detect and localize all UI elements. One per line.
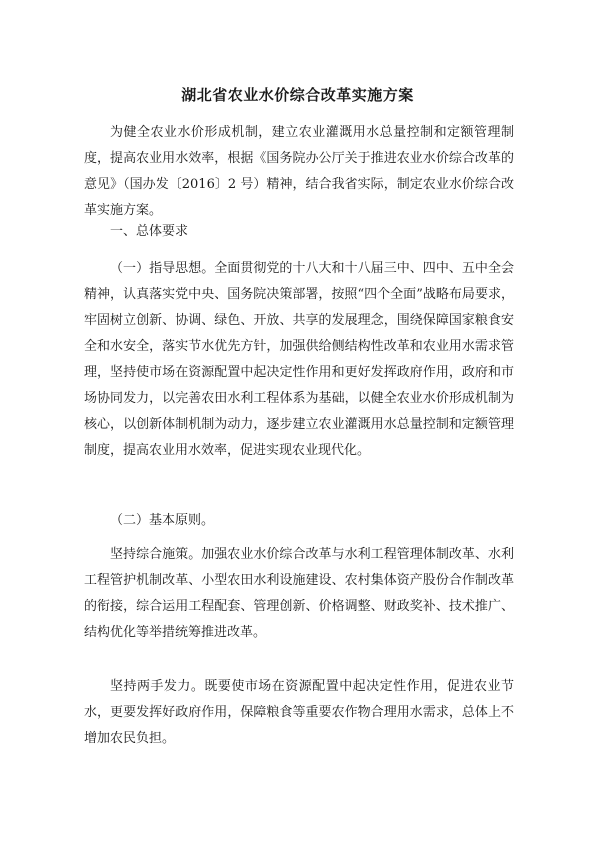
principle-comprehensive-paragraph: 坚持综合施策。加强农业水价综合改革与水利工程管理体制改革、水利工程管护机制改革、小型农田水利设施建设、农村集体资产股份合作制改革的衔接，综合运用工程配套、管理创新、价格调整、财政奖补、技术推广、结构优化等举措统筹推进改革。 bbox=[84, 547, 514, 640]
document-title: 湖北省农业水价综合改革实施方案 bbox=[181, 86, 414, 104]
guiding-thought-paragraph: （一）指导思想。全面贯彻党的十八大和十八届三中、四中、五中全会精神，认真落实党中央、国务院决策部署，按照“四个全面”战略布局要求，牢固树立创新、协调、绿色、开放、共享的发展理念，围绕保障国家粮食安全和水安全，落实节水优先方针，加强供给侧结构性改革和农业用水需求管理，坚持使市场在资源配置中起决定性作用和更好发挥政府作用，政府和市场协同发力，以完善农田水利工程体系为基础，以健全农业水价形成机制为核心，以创新体制机制为动力，逐步建立农业灌溉用水总量控制和定额管理制度，提高农业用水效率，促进实现农业现代化。 bbox=[84, 261, 514, 458]
basic-principles-heading: （二）基本原则。 bbox=[110, 513, 215, 528]
intro-paragraph: 为健全农业水价形成机制，建立农业灌溉用水总量控制和定额管理制度，提高农业用水效率，根据《国务院办公厅关于推进农业水价综合改革的意见》（国办发〔2016〕2 号）精神，结合我省实际，制定农业水价综合改革实施方案。 bbox=[84, 125, 514, 218]
principle-two-hands-paragraph: 坚持两手发力。既要使市场在资源配置中起决定性作用，促进农业节水，更要发挥好政府作用，保障粮食等重要农作物合理用水需求，总体上不增加农民负担。 bbox=[84, 679, 514, 746]
section-heading-general-requirements: 一、总体要求 bbox=[110, 224, 189, 239]
